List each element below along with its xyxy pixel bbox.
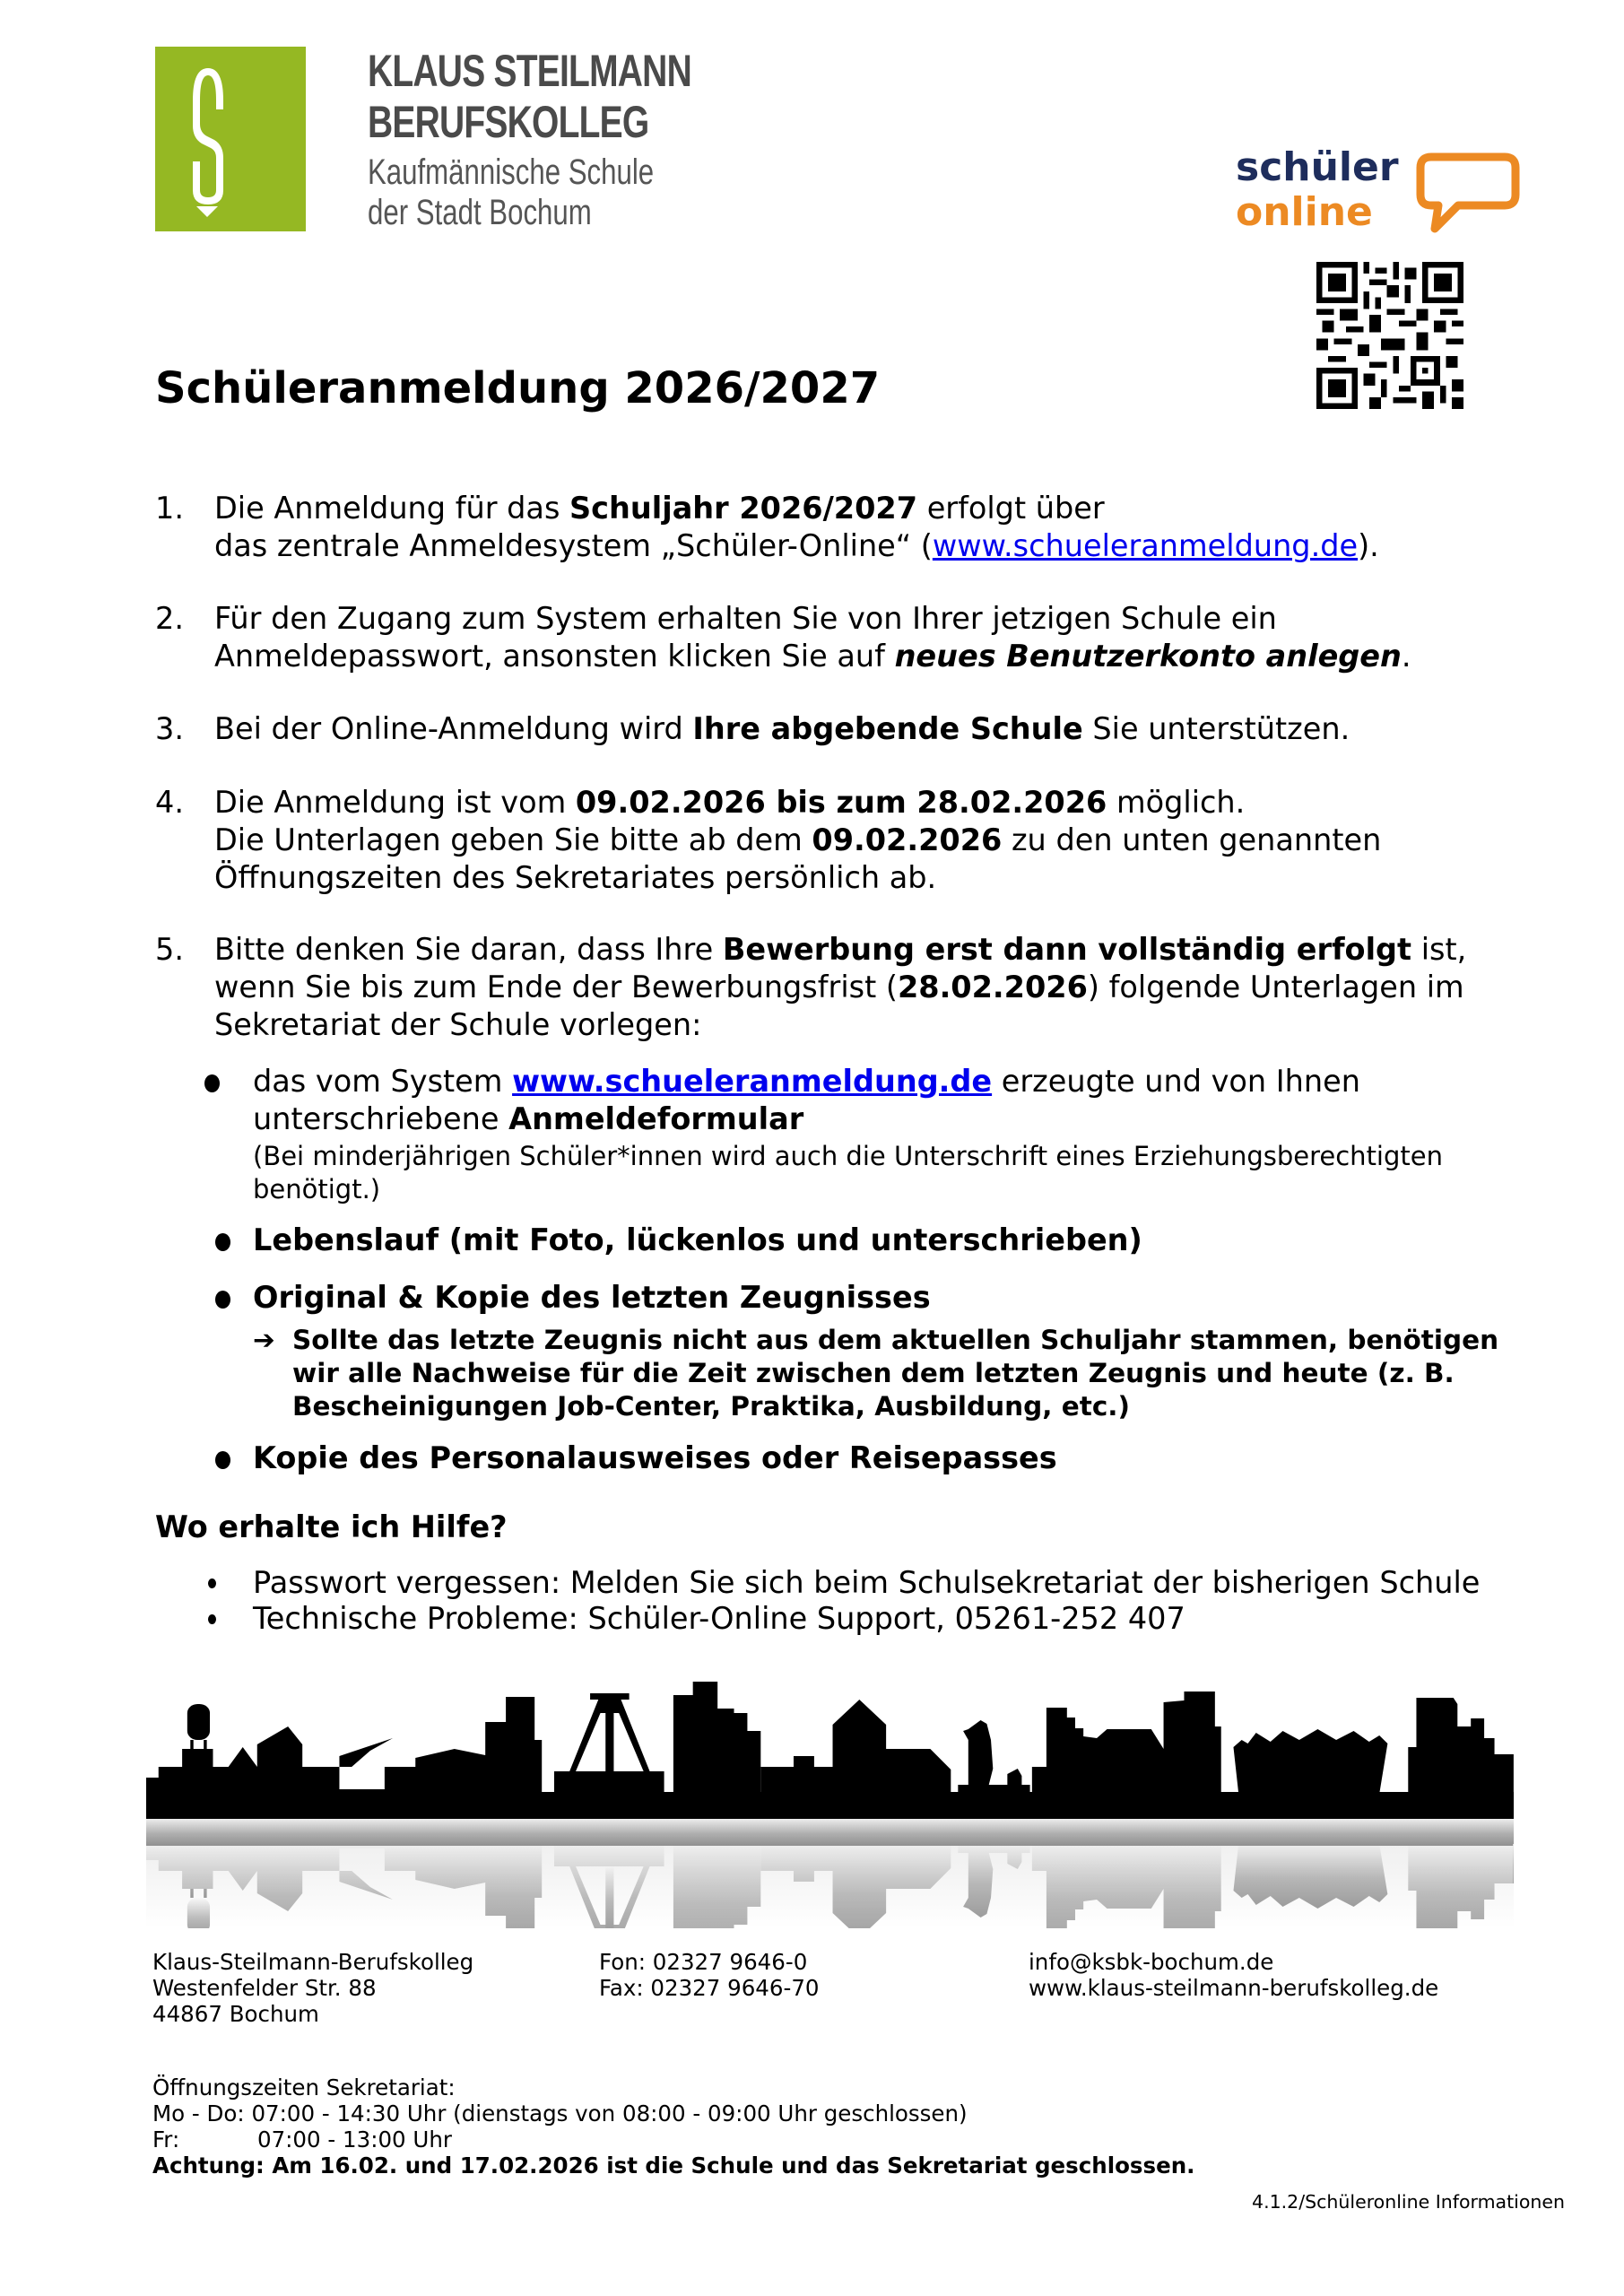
hours-mon-thu: Mo - Do: 07:00 - 14:30 Uhr (dienstags von 08:00 - 09:00 Uhr geschlossen): [152, 2100, 968, 2126]
hours-heading: Öffnungszeiten Sekretariat:: [152, 2074, 456, 2100]
school-name-line1: KLAUS STEILMANN: [368, 46, 691, 96]
step-number: 5.: [155, 932, 184, 967]
step-text: Öffnungszeiten des Sekretariates persönlich ab.: [214, 860, 937, 895]
footer-phone: [599, 1949, 820, 2001]
help-heading: Wo erhalte ich Hilfe?: [155, 1509, 508, 1544]
bullet-icon: [204, 1074, 220, 1092]
pencil-s-logo-icon: [155, 47, 306, 231]
bullet-icon: [208, 1578, 216, 1588]
address-line: 44867 Bochum: [152, 2001, 319, 2027]
document-item-registration-form: [253, 1063, 1443, 1206]
document-item-id: Kopie des Personalausweises oder Reisepasses: [253, 1440, 1057, 1475]
document-text: erzeugte und von Ihnen: [992, 1064, 1360, 1099]
hours-fri: [152, 2126, 1194, 2152]
address-line: Klaus-Steilmann-Berufskolleg: [152, 1949, 474, 1975]
registration-link[interactable]: www.schueleranmeldung.de: [932, 528, 1359, 563]
logo-word-schueler: schüler: [1236, 144, 1399, 190]
step-number: 1.: [155, 491, 184, 526]
arrow-right-icon: ➔: [253, 1325, 275, 1355]
address-line: Westenfelder Str. 88: [152, 1975, 377, 2001]
step-text: Für den Zugang zum System erhalten Sie von Ihrer jetzigen Schule ein: [214, 601, 1277, 636]
step-text: Die Anmeldung für das: [214, 491, 570, 526]
step-emphasis: 28.02.2026: [897, 970, 1088, 1004]
document-item-certificate: Original & Kopie des letzten Zeugnisses: [253, 1280, 931, 1315]
logo-word-online: online: [1236, 189, 1373, 235]
footer-address: [152, 1949, 473, 2027]
help-item-support: Technische Probleme: Schüler-Online Support, 05261-252 407: [253, 1601, 1185, 1636]
step-text: das zentrale Anmeldesystem „Schüler-Online“ (: [214, 528, 933, 563]
document-reference: 4.1.2/Schüleronline Informationen: [1252, 2191, 1565, 2213]
step-text: möglich.: [1107, 785, 1246, 820]
school-subtitle-line1: Kaufmännische Schule: [368, 152, 655, 192]
certificate-note-line: Bescheinigungen Job-Center, Praktika, Ausbildung, etc.): [292, 1391, 1130, 1422]
school-subtitle-line2: der Stadt Bochum: [368, 193, 592, 232]
step-emphasis: neues Benutzerkonto anlegen: [894, 639, 1402, 674]
bullet-icon: [215, 1291, 230, 1309]
certificate-note-line: Sollte das letzte Zeugnis nicht aus dem aktuellen Schuljahr stammen, benötigen: [292, 1325, 1499, 1355]
step-text: erfolgt über: [917, 491, 1105, 526]
step-emphasis: 09.02.2026 bis zum 28.02.2026: [575, 785, 1107, 820]
step-text: Die Anmeldung ist vom: [214, 785, 576, 820]
step-number: 3.: [155, 711, 184, 746]
closure-notice: Achtung: Am 16.02. und 17.02.2026 ist die Schule und das Sekretariat geschlossen.: [152, 2152, 1195, 2179]
step-text: Anmeldepasswort, ansonsten klicken Sie auf: [214, 639, 895, 674]
step-emphasis: 09.02.2026: [812, 822, 1003, 857]
step-text: ist,: [1411, 932, 1467, 967]
hours-fri-label: Fr:: [152, 2126, 180, 2152]
step-text: ) folgende Unterlagen im: [1087, 970, 1464, 1004]
fax-number: Fax: 02327 9646-70: [599, 1975, 820, 2001]
phone-number: Fon: 02327 9646-0: [599, 1949, 808, 1975]
bullet-icon: [215, 1233, 230, 1251]
help-item-password: Passwort vergessen: Melden Sie sich beim Schulsekretariat der bisherigen Schule: [253, 1565, 1481, 1600]
document-text: das vom System: [253, 1064, 513, 1099]
speech-bubble-icon: [1415, 152, 1523, 241]
step-number: 2.: [155, 601, 184, 636]
step-text: Die Unterlagen geben Sie bitte ab dem: [214, 822, 812, 857]
document-text: unterschriebene: [253, 1101, 509, 1136]
document-note: (Bei minderjährigen Schüler*innen wird auch die Unterschrift eines Erziehungsberechtigten: [253, 1141, 1443, 1171]
step-text: .: [1401, 639, 1411, 674]
hours-fri-value: 07:00 - 13:00 Uhr: [257, 2126, 452, 2152]
step-text: zu den unten genannten: [1002, 822, 1382, 857]
document-note: benötigt.): [253, 1174, 381, 1205]
step-number: 4.: [155, 785, 184, 820]
step-text: Bei der Online-Anmeldung wird: [214, 711, 693, 746]
school-name-line2: BERUFSKOLLEG: [368, 97, 649, 147]
step-text: wenn Sie bis zum Ende der Bewerbungsfrist (: [214, 970, 898, 1004]
city-skyline-illustration: [146, 1677, 1514, 1928]
registration-link-bold[interactable]: www.schueleranmeldung.de: [512, 1064, 993, 1099]
step-emphasis: Schuljahr 2026/2027: [569, 491, 918, 526]
page-title: Schüleranmeldung 2026/2027: [155, 363, 881, 413]
step-text: ).: [1358, 528, 1379, 563]
footer-contact: [1029, 1949, 1438, 2001]
opening-hours: [152, 2074, 1194, 2179]
bullet-icon: [215, 1451, 230, 1469]
certificate-note: [253, 1324, 1498, 1423]
website-address[interactable]: www.klaus-steilmann-berufskolleg.de: [1029, 1975, 1439, 2001]
qr-code-icon[interactable]: [1316, 262, 1463, 409]
bullet-icon: [208, 1614, 216, 1624]
document-item-cv: Lebenslauf (mit Foto, lückenlos und unterschrieben): [253, 1222, 1142, 1257]
step-emphasis: Bewerbung erst dann vollständig erfolgt: [722, 932, 1412, 967]
step-text: Sekretariat der Schule vorlegen:: [214, 1007, 702, 1042]
email-address[interactable]: info@ksbk-bochum.de: [1029, 1949, 1274, 1975]
schueler-online-logo: [1236, 144, 1532, 247]
document-emphasis: Anmeldeformular: [508, 1101, 804, 1136]
skyline-silhouette: [146, 1682, 1514, 1819]
certificate-note-line: wir alle Nachweise für die Zeit zwischen dem letzten Zeugnis und heute (z. B.: [292, 1358, 1455, 1388]
step-text: Sie unterstützen.: [1082, 711, 1350, 746]
step-emphasis: Ihre abgebende Schule: [692, 711, 1083, 746]
step-text: Bitte denken Sie daran, dass Ihre: [214, 932, 723, 967]
school-logo-mark: [155, 47, 306, 231]
